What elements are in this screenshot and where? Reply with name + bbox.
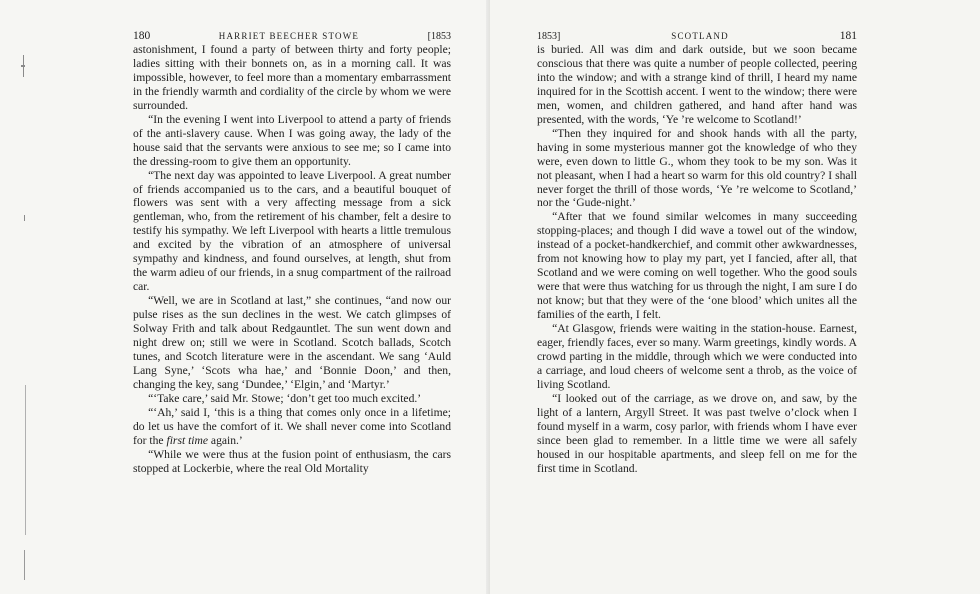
- left-header-year: [1853: [427, 31, 451, 42]
- paragraph: “At Glasgow, friends were waiting in the station-house. Earnest, eager, friendly faces, ever so many. Warm greetings, kindly words. A crowd parting in the middle, through which we were conducted into a carriage, and loud cheers of welcome sent a throb, as the voice of living Scotland.: [537, 322, 857, 391]
- paragraph: “In the evening I went into Liverpool to attend a party of friends of the anti-slavery cause. When I was going away, the lady of the house said that the servants were anxious to see me; so I came into the dressing-room to give them an opportunity.: [133, 112, 451, 168]
- paragraph: “‘Take care,’ said Mr. Stowe; ‘don’t get too much excited.’: [148, 391, 422, 405]
- paragraph: “While we were thus at the fusion point of enthusiasm, the cars stopped at Lockerbie, where the real Old Mortality: [133, 447, 451, 475]
- paragraph: astonishment, I found a party of between thirty and forty people; ladies sitting with their bonnets on, as in a morning call. It was impossible, however, to feel more than a momentary embarrassment in the friendly warmth and cordiality of the circle by whom we were surrounded.: [133, 43, 451, 112]
- left-running-title: HARRIET BEECHER STOWE: [218, 31, 360, 41]
- paragraph: “Well, we are in Scotland at last,” she continues, “and now our pulse rises as the sun declines in the west. We catch glimpses of Solway Frith and talk about Redgauntlet. The sun went down and night drew on; still we were in Scotland. Scotch ballads, Scotch tunes, and Scotch literature were in the ascendant. We sang ‘Auld Lang Syne,’ ‘Scots wha hae,’ and ‘Bonnie Doon,’ and then, changing the key, sang ‘Dundee,’ ‘Elgin,’ and ‘Martyr.’: [133, 294, 451, 391]
- right-page: [490, 0, 980, 594]
- right-page-header: [537, 30, 857, 44]
- left-page-number: 180: [133, 30, 151, 42]
- paragraph: “The next day was appointed to leave Liverpool. A great number of friends accompanied us to the cars, and a beautiful bouquet of flowers was sent with a very affecting message from a sick gentleman, who, from the retirement of his chamber, felt a desire to testify his sympathy. We left Liverpool with hearts a little tremulous and excited by the vibration of an atmosphere of universal sympathy and kindness, and found ourselves, at length, shut from the warm adieu of our friends, in a snug compartment of the railroad car.: [133, 168, 451, 294]
- right-header-year: 1853]: [537, 31, 561, 42]
- right-page-number: 181: [839, 30, 857, 42]
- paragraph: “‘Ah,’ said I, ‘this is a thing that comes only once in a lifetime; do let us have the comfort of it. We shall never come into Scotland for the first time again.’: [133, 405, 451, 447]
- paragraph: “Then they inquired for and shook hands with all the party, having in some mysterious manner got the knowledge of who they were, even down to little G., whom they took to be my son. Was it not pleasant, when I had a heart so warm for this old country? I shall never forget the thrill of those words, ‘Ye ’re welcome to Scotland,’ nor the ‘Gude-night.’: [537, 126, 857, 210]
- right-running-title: SCOTLAND: [671, 31, 729, 41]
- margin-marks: [18, 55, 30, 575]
- paragraph: “I looked out of the carriage, as we drove on, and saw, by the light of a lantern, Argyll Street. It was past twelve o’clock when I found myself in a warm, cosy parlor, with friends whom I have ever since been glad to remember. In a little time we were all safely housed in our hospitable apartments, and sleep fell on me for the first time in Scotland.: [537, 391, 857, 475]
- left-page-header: [133, 30, 451, 44]
- emphasis: first time: [166, 433, 209, 447]
- paragraph: “After that we found similar welcomes in many succeeding stopping-places; and though I did wave a towel out of the window, instead of a pocket-handkerchief, and commit other awkwardnesses, from not knowing how to play my part, yet I fancied, after all, that Scotland and we were coming on well together. Who the good souls were that were thus watching for us through the night, I am sure I do not know; but that they were of the ‘one blood’ which unites all the families of the earth, I felt.: [537, 210, 857, 322]
- paragraph: is buried. All was dim and dark outside, but we soon became conscious that there was quite a number of people collected, peering into the window; and with a strange kind of thrill, I heard my name inquired for in the Scottish accent. I went to the window; there were men, women, and children gathered, and hand after hand was presented, with the words, ‘Ye ’re welcome to Scotland!’: [537, 43, 857, 126]
- left-page-body: [133, 43, 451, 476]
- right-page-body: [537, 43, 857, 476]
